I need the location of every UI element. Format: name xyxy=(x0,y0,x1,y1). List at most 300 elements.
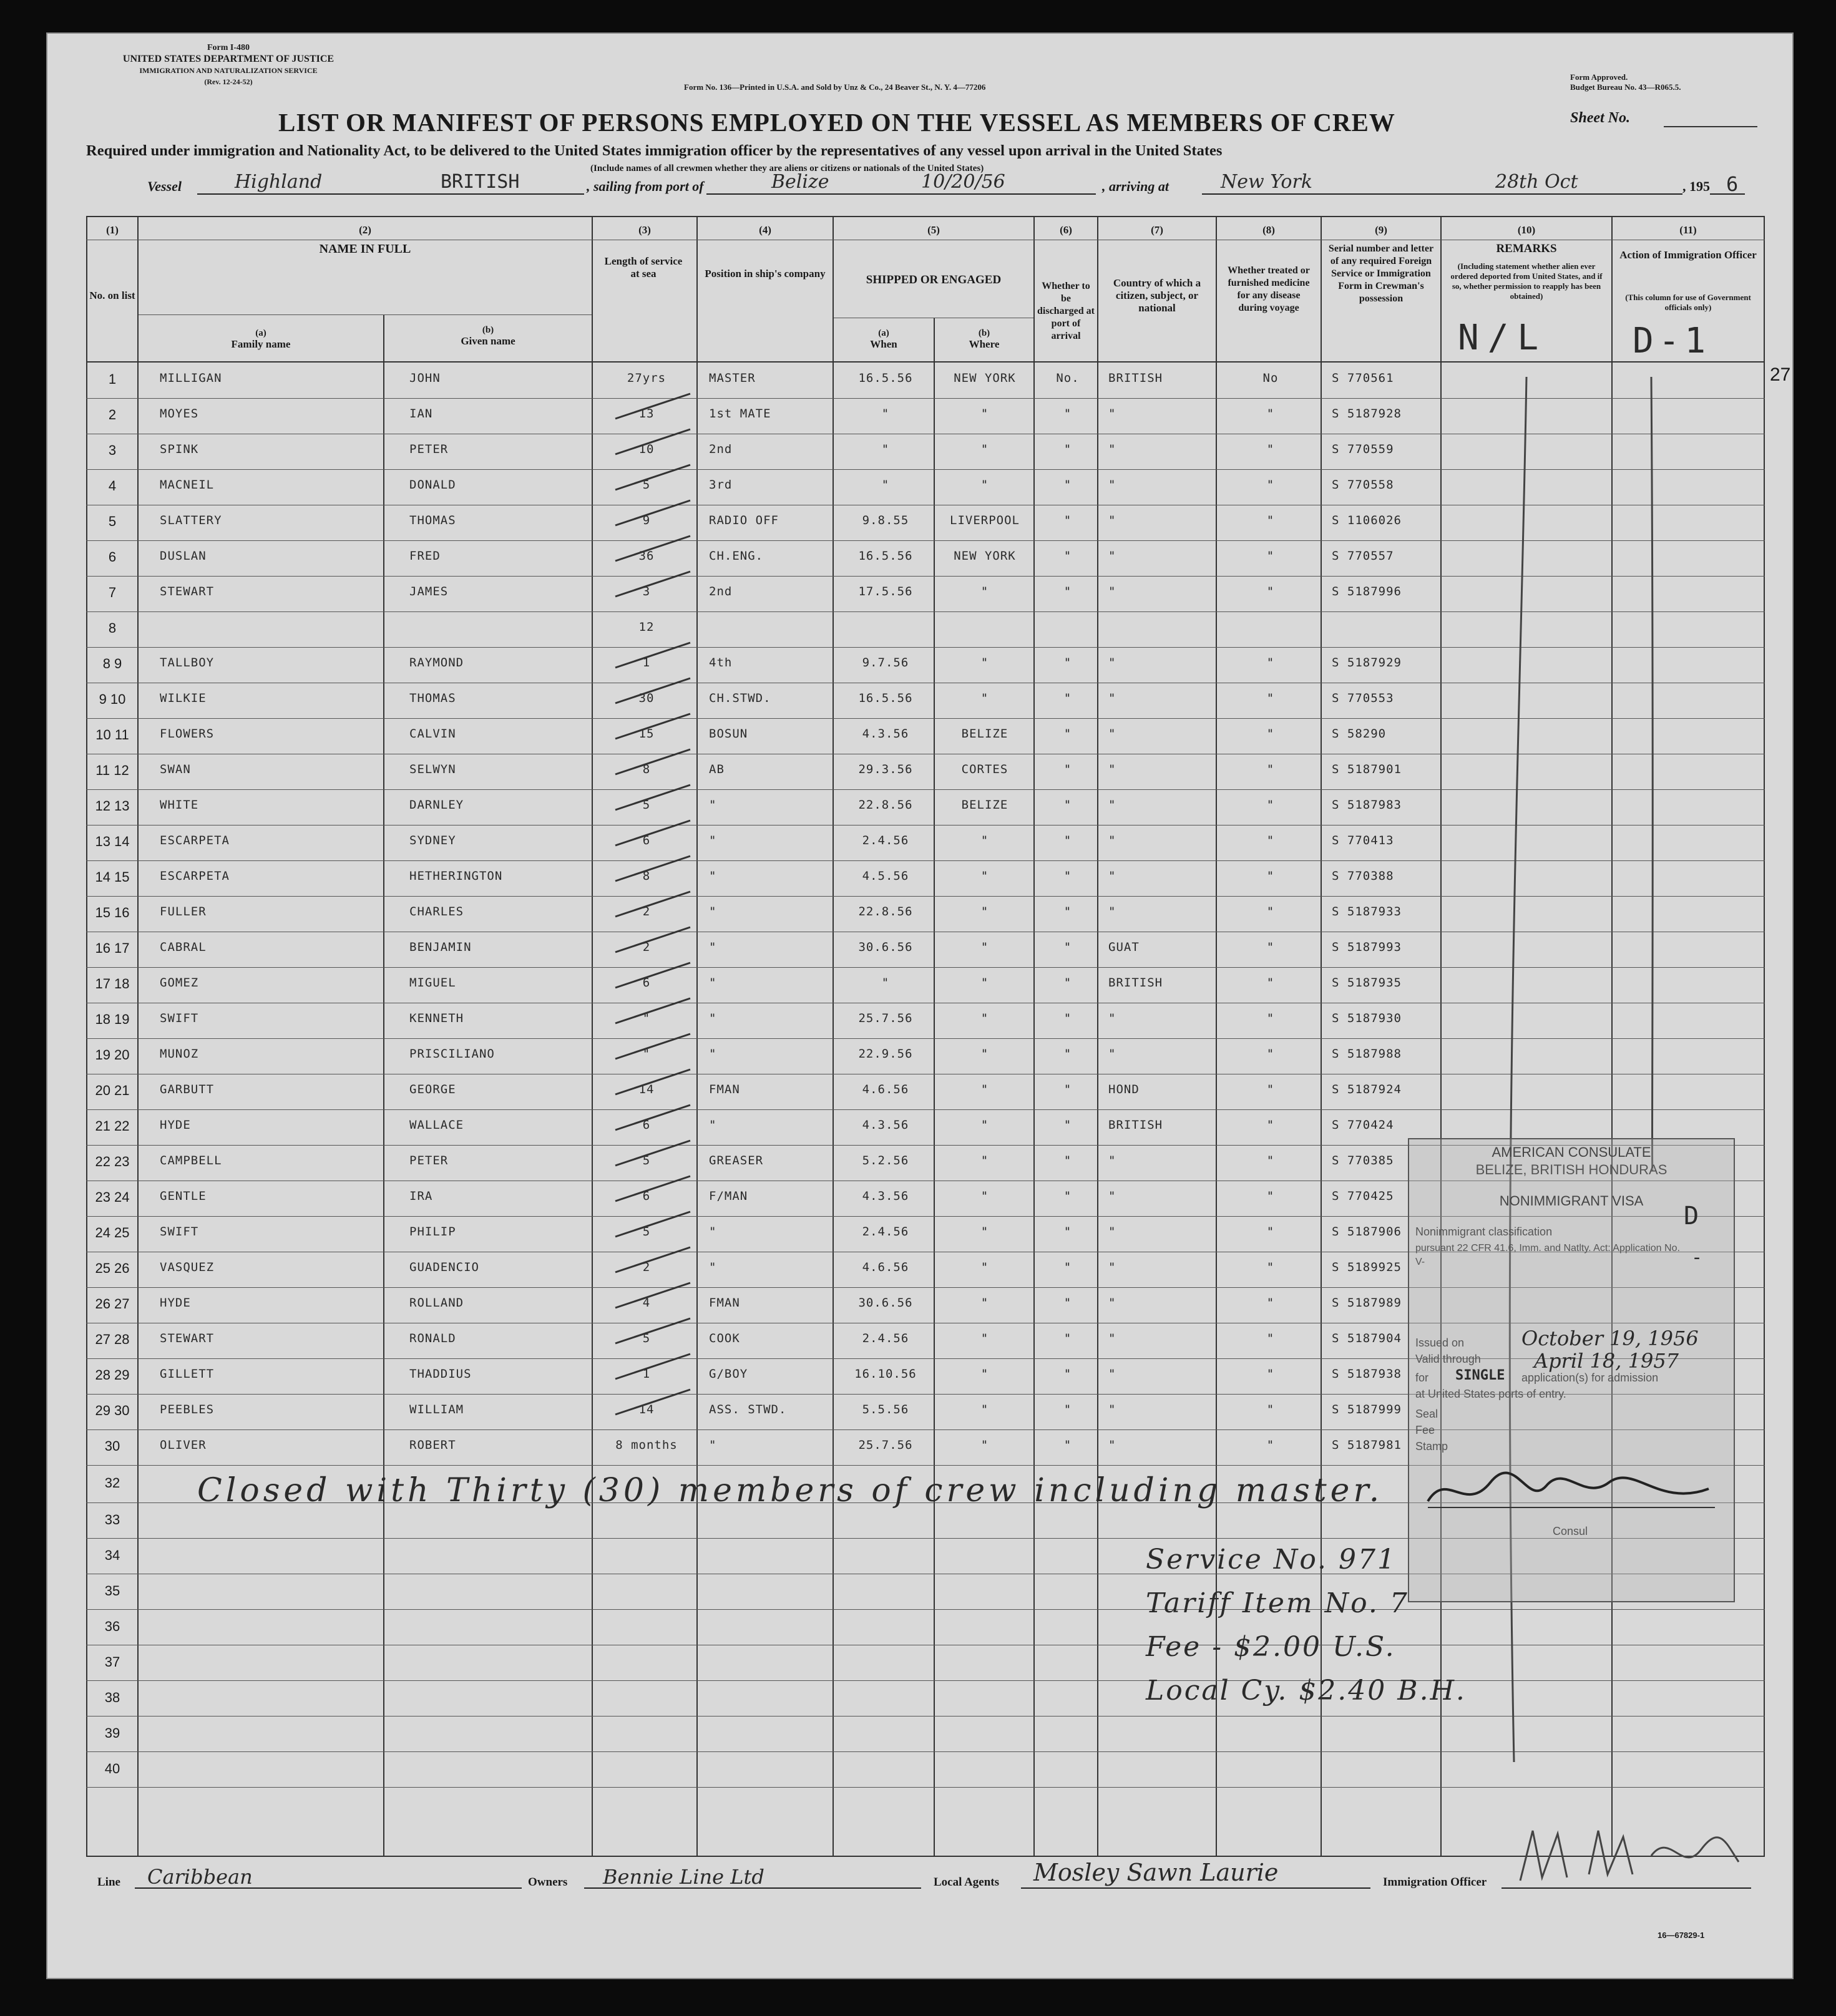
discharge-status: " xyxy=(1063,1047,1072,1061)
discharge-status: " xyxy=(1063,442,1072,456)
row-number: 22 23 xyxy=(95,1154,130,1169)
engaged-where: " xyxy=(980,869,989,883)
discharge-status: " xyxy=(1063,976,1072,990)
medicine-status: " xyxy=(1266,1011,1275,1025)
position: ASS. STWD. xyxy=(709,1403,787,1416)
service-tick xyxy=(615,572,690,597)
medicine-status: " xyxy=(1266,940,1275,954)
sheet-label: Sheet No. xyxy=(1570,110,1630,126)
family-name: FLOWERS xyxy=(160,727,215,741)
given-name: FRED xyxy=(409,549,441,563)
engaged-when: 16.5.56 xyxy=(858,371,913,385)
engaged-when: 9.8.55 xyxy=(862,514,909,527)
citizenship: " xyxy=(1108,691,1116,705)
stamp-for-rest: application(s) for admission xyxy=(1521,1371,1659,1384)
budget-text: Budget Bureau No. 43—R065.5. xyxy=(1570,82,1681,92)
medicine-status: " xyxy=(1266,549,1275,563)
serial-number: S 770413 xyxy=(1332,834,1394,847)
stamp-seal: Seal xyxy=(1415,1408,1438,1420)
service-tick xyxy=(615,536,690,561)
position: " xyxy=(709,1118,717,1132)
position: 2nd xyxy=(709,585,733,598)
family-name: SWAN xyxy=(160,762,191,776)
row-number: 39 xyxy=(104,1725,120,1741)
row-number: 24 25 xyxy=(95,1225,130,1240)
stamp-stamp-label: Stamp xyxy=(1415,1440,1448,1453)
length-of-service: " xyxy=(642,1047,651,1061)
length-of-service: 2 xyxy=(642,1260,651,1274)
length-of-service: 27yrs xyxy=(627,371,667,385)
medicine-status: " xyxy=(1266,1154,1275,1167)
citizenship: " xyxy=(1108,1225,1116,1239)
given-name: DARNLEY xyxy=(409,798,464,812)
row-number: 20 21 xyxy=(95,1083,130,1098)
closing-text: Closed with Thirty (30) members of crew including master. xyxy=(197,1472,1384,1509)
given-name: CHARLES xyxy=(409,905,464,918)
position-header: Position in ship's company xyxy=(705,268,826,280)
engaged-when: 16.10.56 xyxy=(854,1367,917,1381)
engaged-when: 4.3.56 xyxy=(862,1189,909,1203)
stamp-consul: Consul xyxy=(1553,1525,1588,1537)
stamp-title3: NONIMMIGRANT VISA xyxy=(1499,1193,1644,1209)
serial-number: S 5187935 xyxy=(1332,976,1402,990)
discharge-status: " xyxy=(1063,656,1072,670)
row-number: 14 15 xyxy=(95,869,130,885)
length-of-service: 1 xyxy=(642,1367,651,1381)
stamp-pursuant: pursuant 22 CFR 41.6, Imm. and Natlty. Act: Application No. V- xyxy=(1415,1243,1680,1267)
row-number: 2 xyxy=(108,407,117,422)
position: " xyxy=(709,1260,717,1274)
engaged-where: " xyxy=(980,442,989,456)
service-tick xyxy=(615,500,690,525)
col6-number: (6) xyxy=(1060,224,1072,236)
given-name: PETER xyxy=(409,1154,449,1167)
engaged-when: " xyxy=(881,442,890,456)
engaged-when: 2.4.56 xyxy=(862,834,909,847)
discharge-status: " xyxy=(1063,798,1072,812)
family-name: ESCARPETA xyxy=(160,869,230,883)
approved-text: Form Approved. xyxy=(1570,72,1628,82)
length-of-service: 12 xyxy=(638,620,655,634)
medicine-status: " xyxy=(1266,1083,1275,1096)
service-tick xyxy=(615,1141,690,1166)
given-name: HETHERINGTON xyxy=(409,869,503,883)
discharge-status: " xyxy=(1063,478,1072,492)
engaged-where: " xyxy=(980,1225,989,1239)
subtitle: Required under immigration and Nationality Act, to be delivered to the United States immigration officer by the representatives of any vessel upon arrival in the United States xyxy=(86,142,1223,159)
form-approval xyxy=(1570,72,1681,92)
engaged-where: " xyxy=(980,1189,989,1203)
given-name: GUADENCIO xyxy=(409,1260,479,1274)
medicine-status: " xyxy=(1266,1189,1275,1203)
given-b: (b) xyxy=(482,325,494,335)
length-of-service: 5 xyxy=(642,798,651,812)
citizenship: BRITISH xyxy=(1108,1118,1163,1132)
position: GREASER xyxy=(709,1154,764,1167)
length-of-service: 13 xyxy=(638,407,655,421)
position: F/MAN xyxy=(709,1189,748,1203)
header-bottom-line xyxy=(86,361,1765,363)
engaged-when: 4.5.56 xyxy=(862,869,909,883)
row-number: 4 xyxy=(108,478,117,494)
col10-number: (10) xyxy=(1517,224,1536,236)
engaged-where: " xyxy=(980,976,989,990)
engaged-when: 2.4.56 xyxy=(862,1332,909,1345)
discharge-status: " xyxy=(1063,834,1072,847)
medicine-status: " xyxy=(1266,1438,1275,1452)
row-number: 36 xyxy=(104,1619,120,1634)
row-number: 11 12 xyxy=(95,762,129,778)
length-of-service: 5 xyxy=(642,1154,651,1167)
given-name: RONALD xyxy=(409,1332,456,1345)
length-of-service: 30 xyxy=(638,691,655,705)
manifest-title: LIST OR MANIFEST OF PERSONS EMPLOYED ON THE VESSEL AS MEMBERS OF CREW xyxy=(278,108,1395,137)
position: CH.ENG. xyxy=(709,549,764,563)
length-of-service: 5 xyxy=(642,478,651,492)
citizenship: " xyxy=(1108,656,1116,670)
row-number: 10 11 xyxy=(95,727,129,743)
service-tick xyxy=(615,1247,690,1272)
col1-number: (1) xyxy=(106,224,119,236)
engaged-where: " xyxy=(980,1154,989,1167)
family-name: SPINK xyxy=(160,442,199,456)
discharge-status: " xyxy=(1063,1403,1072,1416)
length-of-service: 6 xyxy=(642,1118,651,1132)
medicine-status: " xyxy=(1266,905,1275,918)
family-name: OLIVER xyxy=(160,1438,207,1452)
service-tick xyxy=(615,856,690,881)
citizenship: " xyxy=(1108,442,1116,456)
position: 2nd xyxy=(709,442,733,456)
stamp-issued-label: Issued on xyxy=(1415,1337,1465,1349)
discharge-status: " xyxy=(1063,940,1072,954)
stamp-title1: AMERICAN CONSULATE xyxy=(1492,1144,1651,1160)
position: " xyxy=(709,1011,717,1025)
length-of-service: 9 xyxy=(642,514,651,527)
given-name: CALVIN xyxy=(409,727,456,741)
serial-number: S 770559 xyxy=(1332,442,1394,456)
discharge-status: " xyxy=(1063,1367,1072,1381)
engaged-when: 17.5.56 xyxy=(858,585,913,598)
family-name: GENTLE xyxy=(160,1189,207,1203)
service-tick xyxy=(615,1354,690,1379)
engaged-where: " xyxy=(980,1118,989,1132)
serial-number: S 5187924 xyxy=(1332,1083,1402,1096)
discharge-status: " xyxy=(1063,1296,1072,1310)
medicine-status: " xyxy=(1266,1367,1275,1381)
length-of-service: 6 xyxy=(642,834,651,847)
shipped-header: SHIPPED OR ENGAGED xyxy=(866,273,1002,286)
citizenship: GUAT xyxy=(1108,940,1140,954)
given-name: BENJAMIN xyxy=(409,940,472,954)
action-note: (This column for use of Government officials only) xyxy=(1625,293,1751,312)
footer-owners-label: Owners xyxy=(528,1876,568,1889)
citizenship: " xyxy=(1108,549,1116,563)
serial-number: S 770558 xyxy=(1332,478,1394,492)
discharge-status: " xyxy=(1063,1189,1072,1203)
engaged-when: 22.9.56 xyxy=(858,1047,913,1061)
length-of-service: 6 xyxy=(642,976,651,990)
citizenship: " xyxy=(1108,1367,1116,1381)
medicine-header: Whether treated or furnished medicine for any disease during voyage xyxy=(1228,265,1310,313)
length-of-service: 8 xyxy=(642,869,651,883)
given-name: IAN xyxy=(409,407,433,421)
length-of-service: 6 xyxy=(642,1189,651,1203)
family-name: STEWART xyxy=(160,585,215,598)
serial-number: S 770424 xyxy=(1332,1118,1394,1132)
date-from: 10/20/56 xyxy=(921,171,1005,193)
row-number: 27 28 xyxy=(95,1332,130,1347)
given-name: THOMAS xyxy=(409,691,456,705)
given-name: GEORGE xyxy=(409,1083,456,1096)
citizenship: " xyxy=(1108,1296,1116,1310)
citizenship: " xyxy=(1108,1189,1116,1203)
medicine-status: " xyxy=(1266,762,1275,776)
year-digit: 6 xyxy=(1726,172,1739,196)
engaged-where: " xyxy=(980,1011,989,1025)
given-name: SELWYN xyxy=(409,762,456,776)
service-tick xyxy=(615,998,690,1023)
engaged-when: 9.7.56 xyxy=(862,656,909,670)
serial-number: S 770385 xyxy=(1332,1154,1394,1167)
row-number: 37 xyxy=(104,1654,120,1670)
medicine-status: " xyxy=(1266,1118,1275,1132)
serial-number: S 5187996 xyxy=(1332,585,1402,598)
row-number: 18 19 xyxy=(95,1011,130,1027)
stamp-for-value: SINGLE xyxy=(1455,1368,1505,1383)
length-of-service: 2 xyxy=(642,905,651,918)
serial-number: S 5187906 xyxy=(1332,1225,1402,1239)
citizenship: " xyxy=(1108,1260,1116,1274)
serial-number: S 5187904 xyxy=(1332,1332,1402,1345)
position: FMAN xyxy=(709,1083,740,1096)
remarks-note: (Including statement whether alien ever ordered deported from United States, and if so, whether permission to reapply has been obtained) xyxy=(1450,261,1603,301)
length-of-service: 4 xyxy=(642,1296,651,1310)
serial-number: S 5187938 xyxy=(1332,1367,1402,1381)
row-number: 3 xyxy=(108,442,117,458)
citizenship: " xyxy=(1108,762,1116,776)
stamp-ports: at United States ports of entry. xyxy=(1415,1388,1566,1400)
position: " xyxy=(709,869,717,883)
given-name: SYDNEY xyxy=(409,834,456,847)
citizenship: BRITISH xyxy=(1108,371,1163,385)
serial-number: S 5187988 xyxy=(1332,1047,1402,1061)
footer-line-label: Line xyxy=(97,1876,120,1889)
position: MASTER xyxy=(709,371,756,385)
col5-number: (5) xyxy=(927,224,940,236)
given-name: JOHN xyxy=(409,371,441,385)
port-from: Belize xyxy=(771,171,829,193)
length-of-service: 2 xyxy=(642,940,651,954)
vessel-label: Vessel xyxy=(147,178,182,194)
row-number: 13 14 xyxy=(95,834,130,849)
citizenship: " xyxy=(1108,798,1116,812)
service-tick xyxy=(615,465,690,490)
footer-agents-label: Local Agents xyxy=(934,1876,1000,1889)
service: IMMIGRATION AND NATURALIZATION SERVICE xyxy=(139,66,318,75)
citizenship: " xyxy=(1108,1332,1116,1345)
column-divider xyxy=(137,216,139,1857)
row-number: 32 xyxy=(104,1475,120,1491)
serial-number: S 1106026 xyxy=(1332,514,1402,527)
given-name: KENNETH xyxy=(409,1011,464,1025)
service-tick xyxy=(615,1318,690,1343)
family-name: WILKIE xyxy=(160,691,207,705)
stamp-issued-value: October 19, 1956 xyxy=(1521,1327,1699,1350)
service-tick xyxy=(615,1069,690,1094)
engaged-when: 25.7.56 xyxy=(858,1011,913,1025)
engaged-when: " xyxy=(881,976,890,990)
engaged-when: 4.6.56 xyxy=(862,1260,909,1274)
row-number: 34 xyxy=(104,1547,120,1563)
column-divider xyxy=(934,318,935,1857)
col7-number: (7) xyxy=(1151,224,1163,236)
column-divider xyxy=(383,314,384,1857)
engaged-when: 5.5.56 xyxy=(862,1403,909,1416)
family-name: MOYES xyxy=(160,407,199,421)
tariff-item: Tariff Item No. 7 xyxy=(1146,1587,1409,1619)
length-of-service: 14 xyxy=(638,1403,655,1416)
local-currency: Local Cy. $2.40 B.H. xyxy=(1146,1675,1467,1707)
row-number: 17 18 xyxy=(95,976,130,991)
col8-number: (8) xyxy=(1262,224,1275,236)
vessel-name: Highland xyxy=(235,171,323,193)
engaged-when: 22.8.56 xyxy=(858,905,913,918)
service-tick xyxy=(615,1105,690,1130)
length-header: Length of service at sea xyxy=(604,255,683,280)
footer-line-value: Caribbean xyxy=(147,1865,253,1889)
stamp-class-label: Nonimmigrant classification xyxy=(1415,1225,1553,1238)
engaged-where: " xyxy=(980,407,989,421)
medicine-status: " xyxy=(1266,1332,1275,1345)
serial-number: S 770561 xyxy=(1332,371,1394,385)
engaged-where: " xyxy=(980,478,989,492)
engaged-when: " xyxy=(881,407,890,421)
vessel-flag: BRITISH xyxy=(441,171,520,193)
position: 4th xyxy=(709,656,733,670)
revision: (Rev. 12-24-52) xyxy=(204,77,253,86)
position: FMAN xyxy=(709,1296,740,1310)
medicine-status: " xyxy=(1266,442,1275,456)
row-number: 5 xyxy=(108,514,117,529)
service-tick xyxy=(615,749,690,774)
family-name: TALLBOY xyxy=(160,656,215,670)
service-tick xyxy=(615,714,690,739)
given-name: JAMES xyxy=(409,585,449,598)
citizenship: " xyxy=(1108,478,1116,492)
serial-number: S 58290 xyxy=(1332,727,1387,741)
col11-number: (11) xyxy=(1679,224,1697,236)
where-b: (b) xyxy=(978,328,990,338)
medicine-status: " xyxy=(1266,585,1275,598)
given-name: THOMAS xyxy=(409,514,456,527)
position: " xyxy=(709,1047,717,1061)
citizenship: " xyxy=(1108,514,1116,527)
position: G/BOY xyxy=(709,1367,748,1381)
family-name: GILLETT xyxy=(160,1367,215,1381)
discharge-status: " xyxy=(1063,1154,1072,1167)
position: " xyxy=(709,798,717,812)
discharge-status: " xyxy=(1063,514,1072,527)
medicine-status: " xyxy=(1266,691,1275,705)
engaged-where: " xyxy=(980,1332,989,1345)
family-name: CAMPBELL xyxy=(160,1154,222,1167)
length-of-service: 14 xyxy=(638,1083,655,1096)
service-tick xyxy=(615,1034,690,1059)
serial-number: S 5187930 xyxy=(1332,1011,1402,1025)
when-header: When xyxy=(870,338,897,350)
col1-header: No. on list xyxy=(89,290,135,301)
country-header: Country of which a citizen, subject, or national xyxy=(1113,277,1201,314)
column-divider xyxy=(833,216,834,1857)
discharge-status: " xyxy=(1063,727,1072,741)
engaged-when: 30.6.56 xyxy=(858,1296,913,1310)
row-number: 28 29 xyxy=(95,1367,130,1383)
family-name: MILLIGAN xyxy=(160,371,222,385)
engaged-where: " xyxy=(980,940,989,954)
side-count: 27 xyxy=(1770,364,1791,385)
row-number: 35 xyxy=(104,1583,120,1599)
family-a: (a) xyxy=(255,328,266,338)
engaged-where: BELIZE xyxy=(961,798,1008,812)
position: AB xyxy=(709,762,725,776)
engaged-where: " xyxy=(980,1047,989,1061)
footer-agents-value: Mosley Sawn Laurie xyxy=(1033,1859,1279,1886)
engaged-where: NEW YORK xyxy=(954,371,1016,385)
family-name: STEWART xyxy=(160,1332,215,1345)
stamp-app-value: - xyxy=(1691,1247,1703,1269)
row-number: 8 xyxy=(108,620,117,636)
row-number: 6 xyxy=(108,549,117,565)
row-number: 23 24 xyxy=(95,1189,130,1205)
medicine-status: No xyxy=(1262,371,1279,385)
medicine-status: " xyxy=(1266,727,1275,741)
engaged-where: " xyxy=(980,834,989,847)
position: " xyxy=(709,1225,717,1239)
column-divider xyxy=(1033,216,1035,1857)
serial-number: S 770553 xyxy=(1332,691,1394,705)
stamp-title2: BELIZE, BRITISH HONDURAS xyxy=(1475,1162,1668,1177)
discharge-status: " xyxy=(1063,1225,1072,1239)
serial-number: S 770557 xyxy=(1332,549,1394,563)
column-divider xyxy=(592,216,593,1857)
engaged-when: 16.5.56 xyxy=(858,691,913,705)
service-tick xyxy=(615,785,690,810)
serial-number: S 5187999 xyxy=(1332,1403,1402,1416)
citizenship: BRITISH xyxy=(1108,976,1163,990)
discharge-status: No. xyxy=(1056,371,1080,385)
row-number: 29 30 xyxy=(95,1403,130,1418)
discharge-status: " xyxy=(1063,1260,1072,1274)
where-header: Where xyxy=(969,338,1000,350)
family-name: ESCARPETA xyxy=(160,834,230,847)
medicine-status: " xyxy=(1266,1403,1275,1416)
family-name: DUSLAN xyxy=(160,549,207,563)
form-header-left xyxy=(85,42,372,87)
position: " xyxy=(709,940,717,954)
row-number: 40 xyxy=(104,1761,120,1776)
discharge-status: " xyxy=(1063,691,1072,705)
serial-number: S 5187929 xyxy=(1332,656,1402,670)
citizenship: " xyxy=(1108,727,1116,741)
serial-number: S 5187928 xyxy=(1332,407,1402,421)
family-name: MUNOZ xyxy=(160,1047,199,1061)
position: 3rd xyxy=(709,478,733,492)
discharge-status: " xyxy=(1063,762,1072,776)
row-number: 9 10 xyxy=(99,691,126,707)
engaged-where: " xyxy=(980,656,989,670)
when-a: (a) xyxy=(878,328,889,338)
